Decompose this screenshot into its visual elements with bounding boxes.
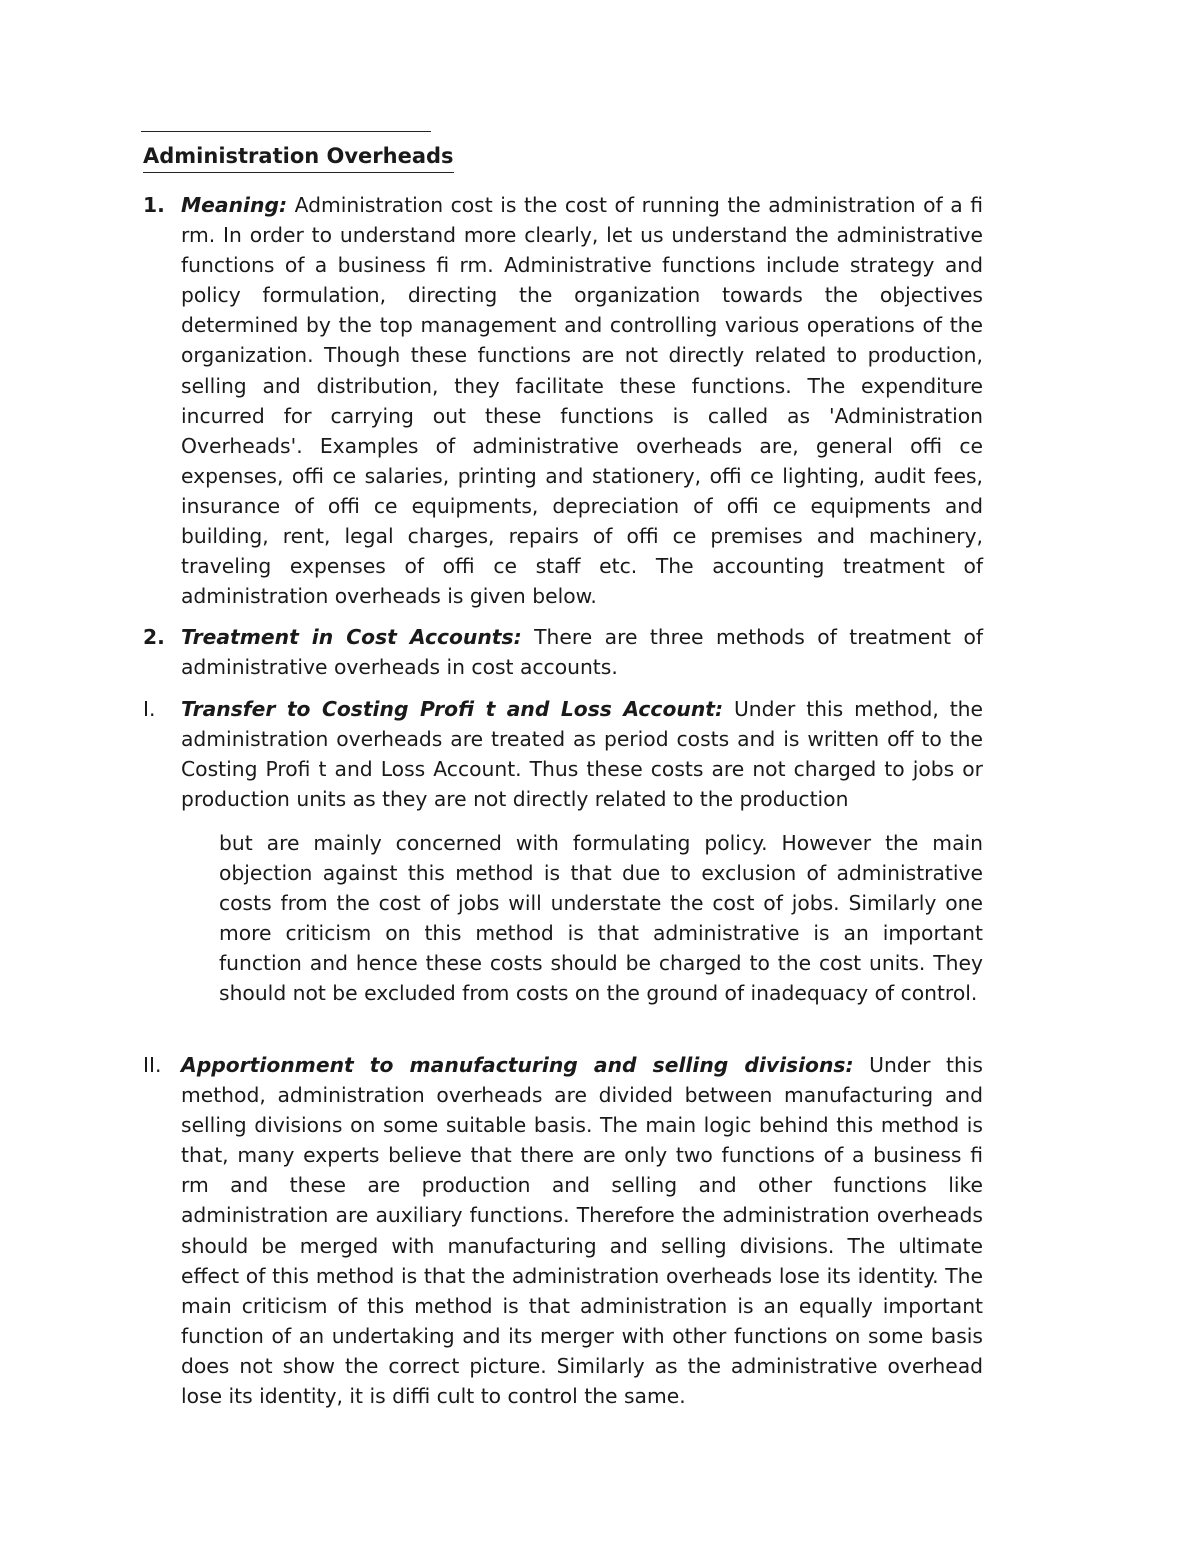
top-rule — [141, 131, 431, 132]
section-method-transfer — [143, 694, 983, 814]
section-marker: I. — [143, 697, 156, 721]
section-body — [181, 1050, 983, 1411]
section-lead: Transfer to Costing Profi t and Loss Account: — [181, 697, 724, 721]
section-continuation: but are mainly concerned with formulating policy. However the main objection against this method is that due to exclusion of administrative costs from the cost of jobs will understate the cost of jobs. Similarly one more criticism on this method is that administrative is an important function and hence these costs should be charged to the cost units. They should not be excluded from costs on the ground of inadequacy of control. — [219, 831, 983, 1006]
section-text: Administration cost is the cost of running the administration of a fi rm. In order to understand more clearly, let us understand the administrative functions of a business fi rm. Administrative functions include strategy and policy formulation, directing the organization towards the objectives determined by the top management and controlling various operations of the organization. Though these functions are not directly related to production, selling and distribution, they facilitate these functions. The expenditure incurred for carrying out these functions is called as 'Administration Overheads'. Examples of administrative overheads are, general offi ce expenses, offi ce salaries, printing and stationery, offi ce lighting, audit fees, insurance of offi ce equipments, depreciation of offi ce equipments and building, rent, legal charges, repairs of offi ce premises and machinery, traveling expenses of offi ce staff etc. The accounting treatment of administration overheads is given below. — [181, 193, 983, 609]
section-marker: 1. — [143, 193, 165, 217]
section-body — [181, 622, 983, 682]
section-marker: 2. — [143, 625, 165, 649]
section-text: There are three methods of treatment of administrative overheads in cost accounts. — [181, 625, 983, 680]
section-text: Under this method, the administration overheads are treated as period costs and is written off to the Costing Profi t and Loss Account. Thus these costs are not charged to jobs or production units as they are not directly related to the production — [181, 697, 983, 812]
section-text: Under this method, administration overheads are divided between manufacturing and selling divisions on some suitable basis. The main logic behind this method is that, many experts believe that there are only two functions of a business fi rm and these are production and selling and other functions like administration are auxiliary functions. Therefore the administration overheads should be merged with manufacturing and selling divisions. The ultimate effect of this method is that the administration overheads lose its identity. The main criticism of this method is that administration is an equally important function of an undertaking and its merger with other functions on some basis does not show the correct picture. Similarly as the administrative overhead lose its identity, it is diffi cult to control the same. — [181, 1053, 983, 1409]
section-body — [181, 190, 983, 611]
section-treatment — [143, 622, 983, 682]
section-body — [181, 694, 983, 814]
section-lead: Treatment in Cost Accounts: — [181, 625, 522, 649]
section-lead: Apportionment to manufacturing and selling divisions: — [181, 1053, 854, 1077]
page-title: Administration Overheads — [143, 140, 454, 173]
section-marker: II. — [143, 1053, 162, 1077]
section-method-apportionment — [143, 1050, 983, 1411]
section-lead: Meaning: — [181, 193, 288, 217]
section-meaning — [143, 190, 983, 611]
